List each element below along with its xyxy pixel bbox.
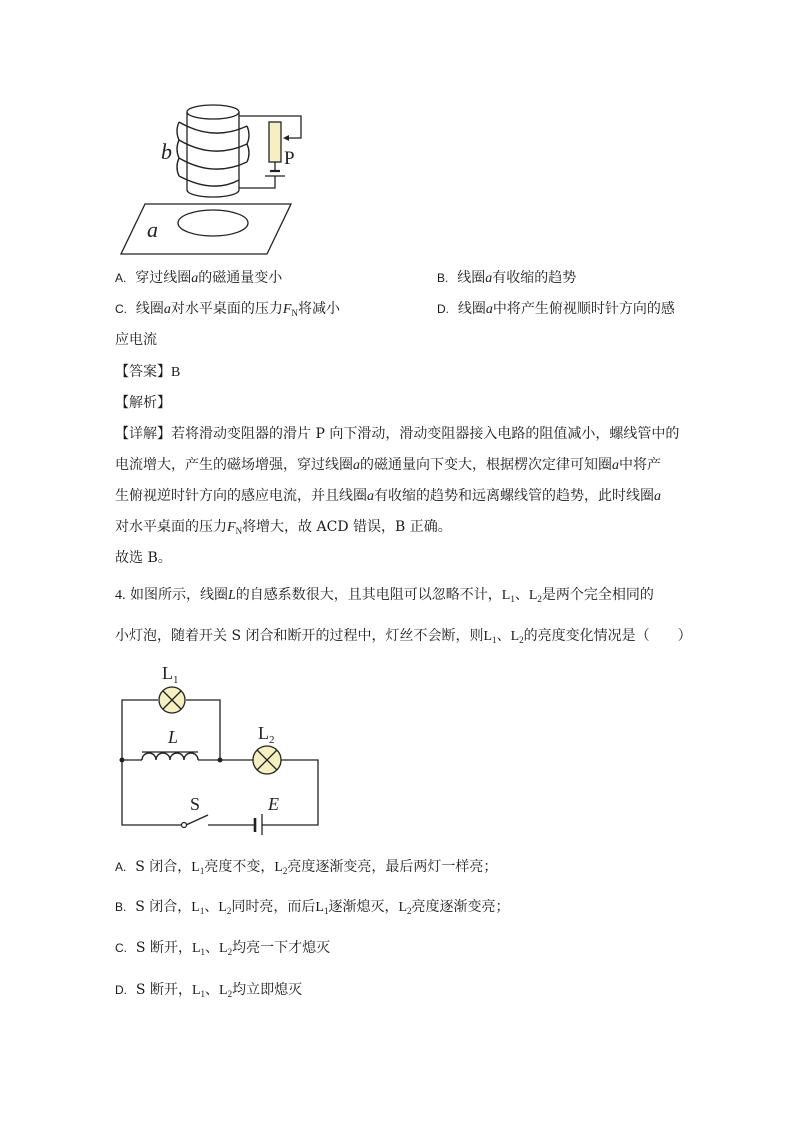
- battery-e-icon: [255, 814, 262, 835]
- switch-s-icon: [182, 815, 209, 828]
- ring-a: [178, 210, 248, 236]
- q3-answer: 【答案】B: [115, 364, 181, 380]
- lamp-l1-icon: [159, 687, 185, 713]
- figure-circuit: [110, 655, 335, 835]
- q4-option-a: A. S 闭合，$L_1$亮度不变，$L_2$亮度逐渐变亮，最后两灯一样亮；: [115, 859, 498, 876]
- q3-analysis-label: 【解析】: [115, 395, 171, 411]
- q3-option-c: C. 线圈a对水平桌面的压力$F_N$将减小: [115, 301, 340, 318]
- label-a: a: [147, 217, 158, 242]
- inductor-icon: [142, 753, 198, 760]
- q3-option-b: B. 线圈a有收缩的趋势: [437, 270, 577, 286]
- lamp-l2-icon: [253, 746, 281, 774]
- q4-stem-line-1: 4. 如图所示，线圈L的自感系数很大，且其电阻可以忽略不计，$L_1$、$L_2$是两个完全相同的: [115, 587, 654, 604]
- solenoid-b: [187, 105, 239, 119]
- circuit-label-l1: $L_1$: [162, 663, 179, 686]
- label-p: P: [284, 148, 295, 169]
- q4-option-c: C. S 断开，$L_1$、$L_2$均亮一下才熄灭: [115, 940, 331, 957]
- q3-detail-line-3: 生俯视逆时针方向的感应电流，并且线圈a有收缩的趋势和远离螺线管的趋势，此时线圈a: [115, 488, 661, 504]
- q4-option-b: B. S 闭合，$L_1$、$L_2$同时亮，而后$L_1$逐渐熄灭，$L_2$亮度逐渐变亮；: [115, 899, 510, 916]
- q3-conclusion: 故选 B。: [115, 550, 172, 566]
- figure-solenoid-ring: [115, 100, 315, 260]
- circuit-label-s: S: [190, 794, 201, 814]
- circuit-label-l: L: [168, 727, 179, 747]
- q3-option-d: D. 线圈a中将产生俯视顺时针方向的感: [437, 301, 675, 317]
- q3-detail-line-1: 【详解】若将滑动变阻器的滑片 P 向下滑动，滑动变阻器接入电路的阻值减小，螺线管中的: [115, 426, 680, 442]
- q3-detail-line-4: 对水平桌面的压力$F_N$将增大，故 ACD 错误，B 正确。: [115, 519, 452, 536]
- label-b: b: [161, 139, 172, 164]
- circuit-label-e: E: [268, 794, 279, 814]
- q3-option-d-continued: 应电流: [115, 332, 157, 348]
- q3-option-a: A. 穿过线圈a的磁通量变小: [115, 270, 283, 286]
- q3-detail-line-2: 电流增大，产生的磁场增强，穿过线圈a的磁通量向下变大，根据楞次定律可知圈a中将产: [115, 457, 661, 473]
- q4-stem-line-2: 小灯泡，随着开关 S 闭合和断开的过程中，灯丝不会断，则$L_1$、$L_2$的亮度变化情况是（ ）: [115, 628, 692, 645]
- q4-option-d: D. S 断开，$L_1$、$L_2$均立即熄灭: [115, 982, 303, 999]
- rheostat-icon: [269, 122, 281, 162]
- circuit-label-l2: $L_2$: [258, 723, 275, 746]
